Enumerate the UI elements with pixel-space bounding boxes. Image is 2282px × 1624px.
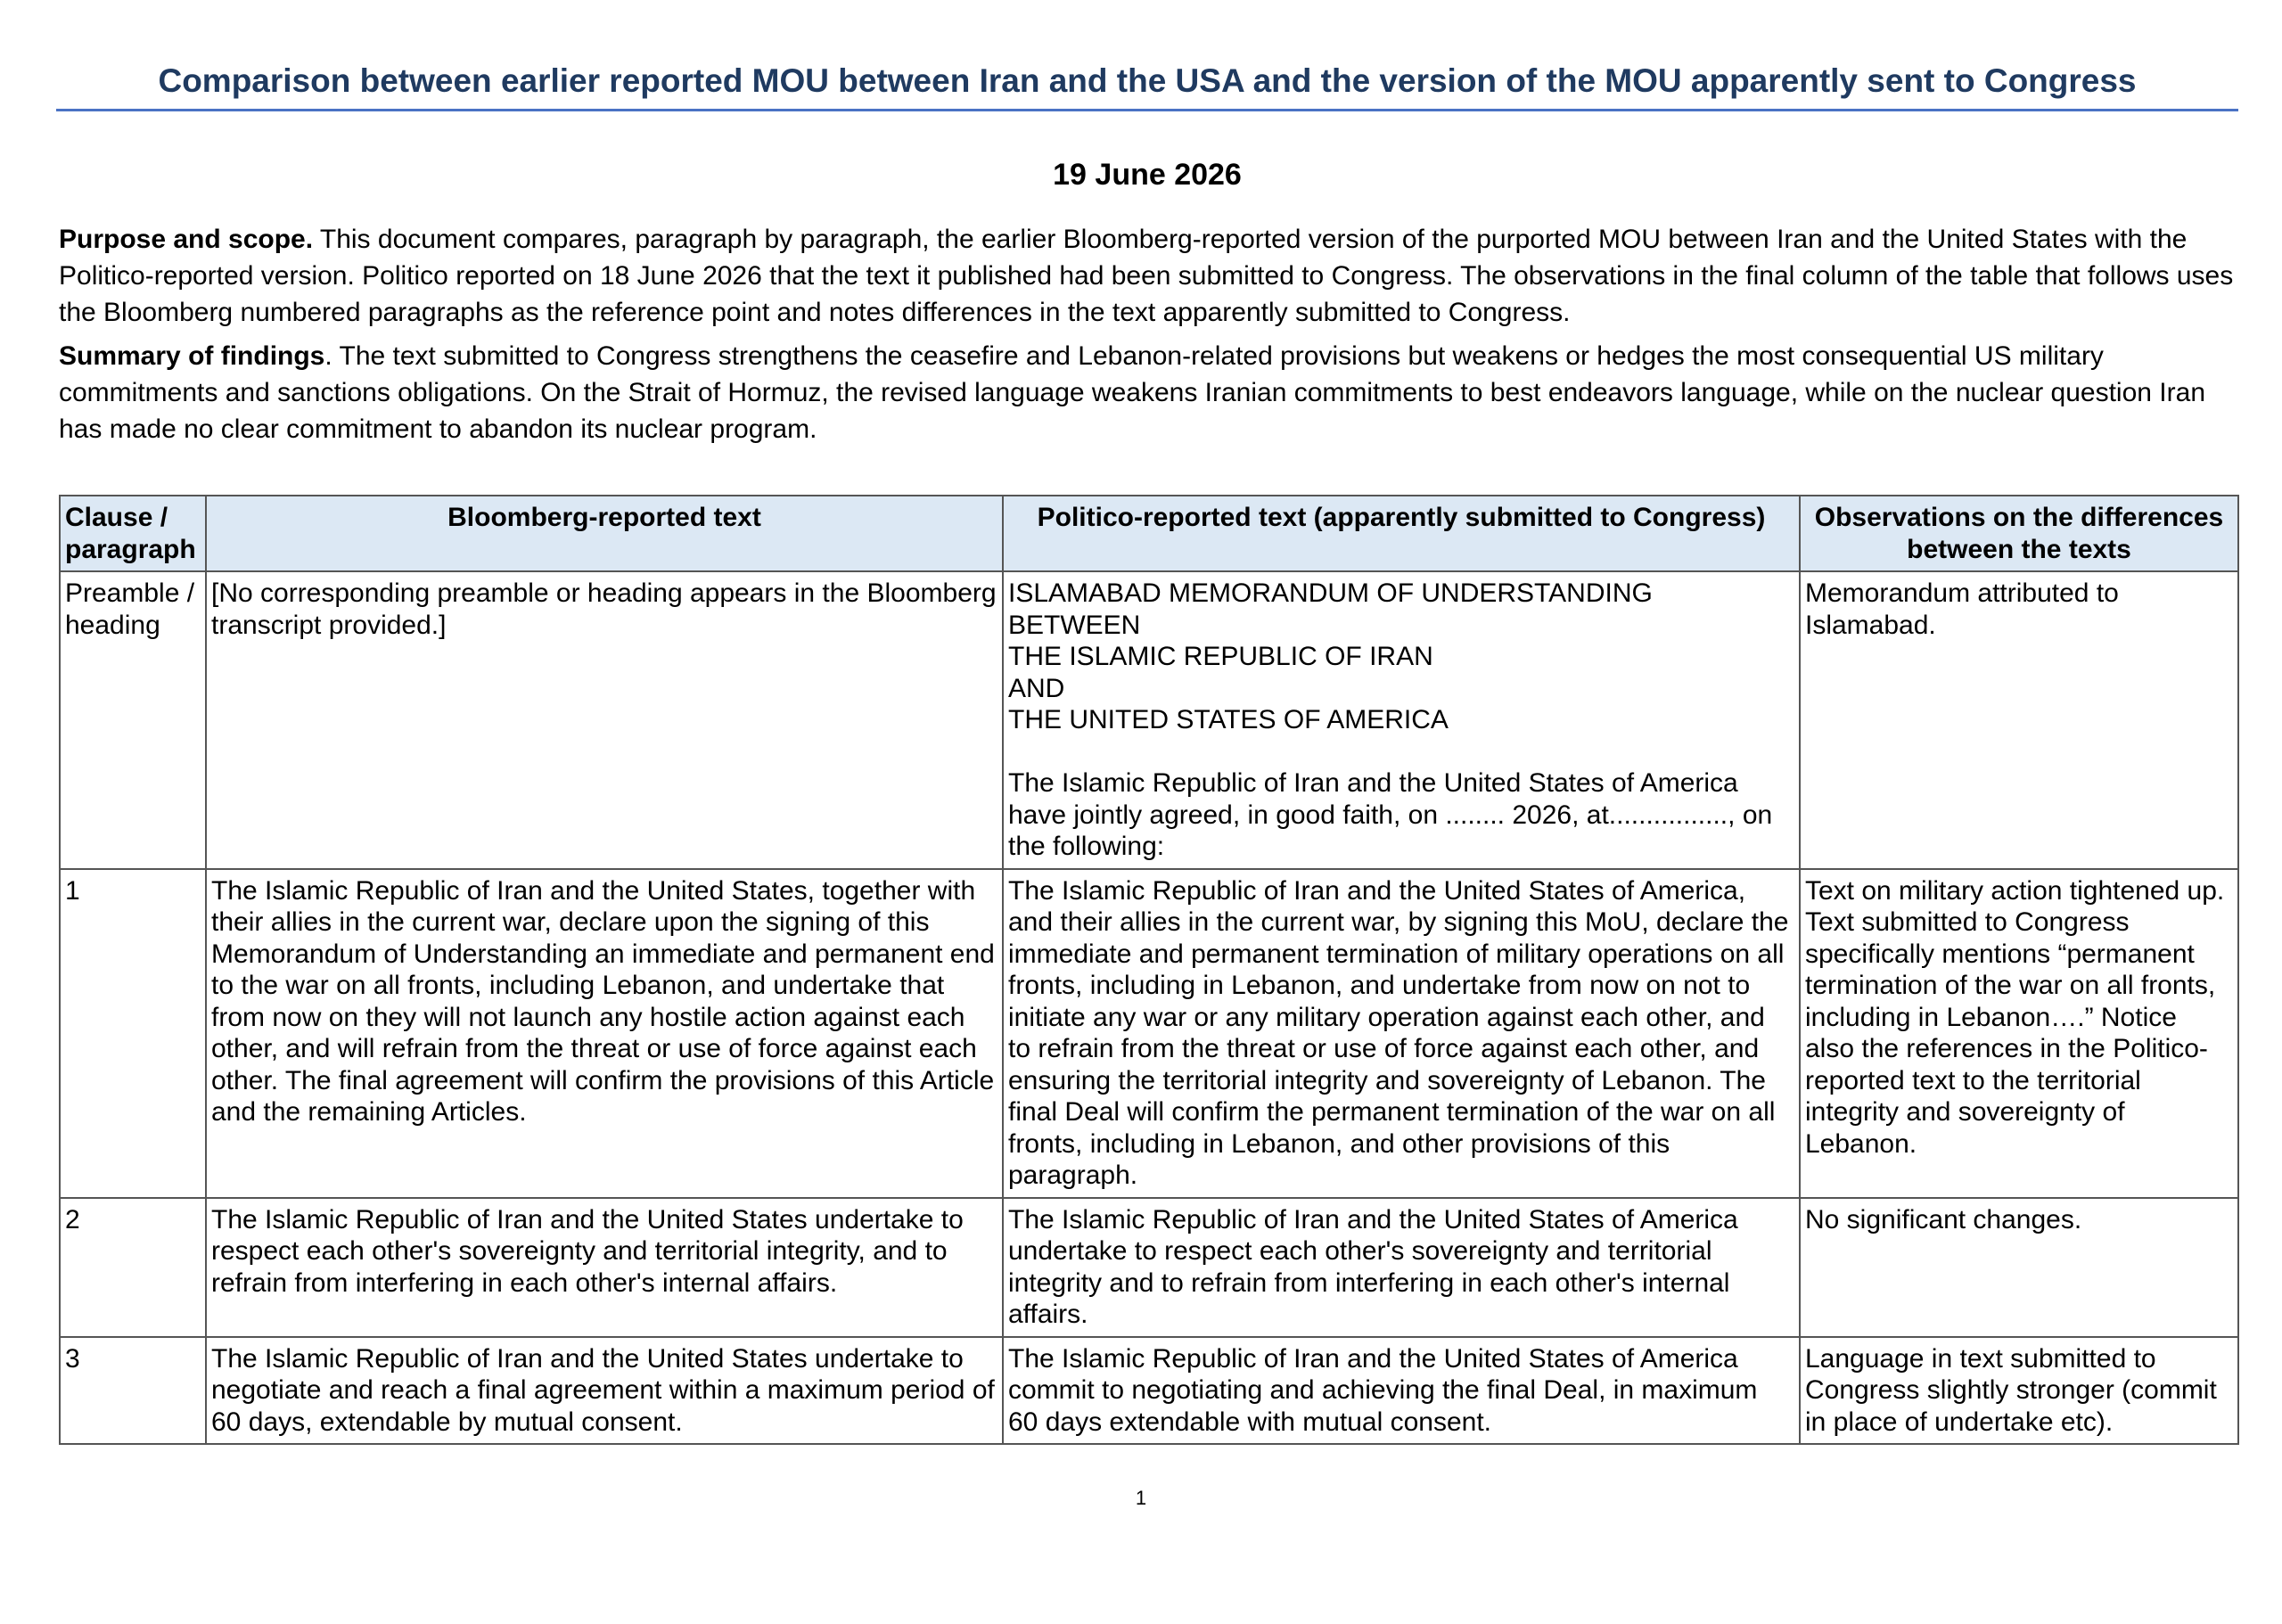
table-row	[60, 1198, 2238, 1337]
summary-paragraph	[59, 338, 2234, 447]
comparison-table	[59, 495, 2239, 1445]
summary-lead: Summary of findings	[59, 341, 325, 371]
cell-politico: The Islamic Republic of Iran and the United States of America commit to negotiating and achieving the final Deal, in maximum 60 days extendable with mutual consent.	[1003, 1337, 1800, 1445]
cell-observations: No significant changes.	[1800, 1198, 2238, 1337]
cell-politico: The Islamic Republic of Iran and the United States of America undertake to respect each other's sovereignty and territorial integrity and to refrain from interfering in each other's internal affairs.	[1003, 1198, 1800, 1337]
table-row	[60, 1337, 2238, 1445]
cell-politico: ISLAMABAD MEMORANDUM OF UNDERSTANDING BETWEEN THE ISLAMIC REPUBLIC OF IRAN AND THE UNITED STATES OF AMERICA The Islamic Republic of Iran and the United States of America have jointly agreed, in good faith, on ........ 2026, at................, on the following:	[1003, 571, 1800, 869]
cell-clause: 3	[60, 1337, 206, 1445]
purpose-lead: Purpose and scope.	[59, 225, 314, 254]
page-number: 1	[1135, 1487, 1147, 1509]
cell-observations: Language in text submitted to Congress slightly stronger (commit in place of undertake etc).	[1800, 1337, 2238, 1445]
cell-bloomberg: The Islamic Republic of Iran and the United States undertake to respect each other's sovereignty and territorial integrity, and to refrain from interfering in each other's internal affairs.	[206, 1198, 1003, 1337]
cell-bloomberg: The Islamic Republic of Iran and the United States undertake to negotiate and reach a final agreement within a maximum period of 60 days, extendable by mutual consent.	[206, 1337, 1003, 1445]
cell-observations: Text on military action tightened up. Text submitted to Congress specifically mentions “permanent termination of the war on all fronts, including in Lebanon….” Notice also the references in the Politico-reported text to the territorial integrity and sovereignty of Lebanon.	[1800, 869, 2238, 1198]
header-clause: Clause / paragraph	[60, 496, 206, 571]
cell-bloomberg: The Islamic Republic of Iran and the United States, together with their allies in the current war, declare upon the signing of this Memorandum of Understanding an immediate and permanent end to the war on all fronts, including Lebanon, and undertake that from now on they will not launch any hostile action against each other, and will refrain from the threat or use of force against each other. The final agreement will confirm the provisions of this Article and the remaining Articles.	[206, 869, 1003, 1198]
header-politico: Politico-reported text (apparently submitted to Congress)	[1003, 496, 1800, 571]
header-bloomberg: Bloomberg-reported text	[206, 496, 1003, 571]
document-title: Comparison between earlier reported MOU between Iran and the USA and the version of the MOU apparently sent to Congress	[158, 62, 2137, 99]
table-row	[60, 869, 2238, 1198]
cell-clause: 2	[60, 1198, 206, 1337]
cell-clause: 1	[60, 869, 206, 1198]
cell-politico: The Islamic Republic of Iran and the United States of America, and their allies in the current war, by signing this MoU, declare the immediate and permanent termination of military operations on all fronts, including in Lebanon, and undertake from now on not to initiate any war or any military operation against each other, and to refrain from the threat or use of force against each other, and ensuring the territorial integrity and sovereignty of Lebanon. The final Deal will confirm the permanent termination of the war on all fronts, including in Lebanon, and other provisions of this paragraph.	[1003, 869, 1800, 1198]
summary-text: . The text submitted to Congress strengthens the ceasefire and Lebanon-related provisions but weakens or hedges the most consequential US military commitments and sanctions obligations. On the Strait of Hormuz, the revised language weakens Iranian commitments to best endeavors language, while on the nuclear question Iran has made no clear commitment to abandon its nuclear program.	[59, 341, 2205, 444]
cell-clause: Preamble / heading	[60, 571, 206, 869]
table-row	[60, 571, 2238, 869]
cell-bloomberg: [No corresponding preamble or heading appears in the Bloomberg transcript provided.]	[206, 571, 1003, 869]
title-underline	[56, 109, 2238, 111]
header-observations: Observations on the differences between the texts	[1800, 496, 2238, 571]
document-date: 19 June 2026	[1053, 158, 1242, 192]
purpose-paragraph	[59, 221, 2234, 331]
table-header-row	[60, 496, 2238, 571]
cell-observations: Memorandum attributed to Islamabad.	[1800, 571, 2238, 869]
purpose-text: This document compares, paragraph by paragraph, the earlier Bloomberg-reported version of the purported MOU between Iran and the United States with the Politico-reported version. Politico reported on 18 June 2026 that the text it published had been submitted to Congress. The observations in the final column of the table that follows uses the Bloomberg numbered paragraphs as the reference point and notes differences in the text apparently submitted to Congress.	[59, 225, 2234, 327]
